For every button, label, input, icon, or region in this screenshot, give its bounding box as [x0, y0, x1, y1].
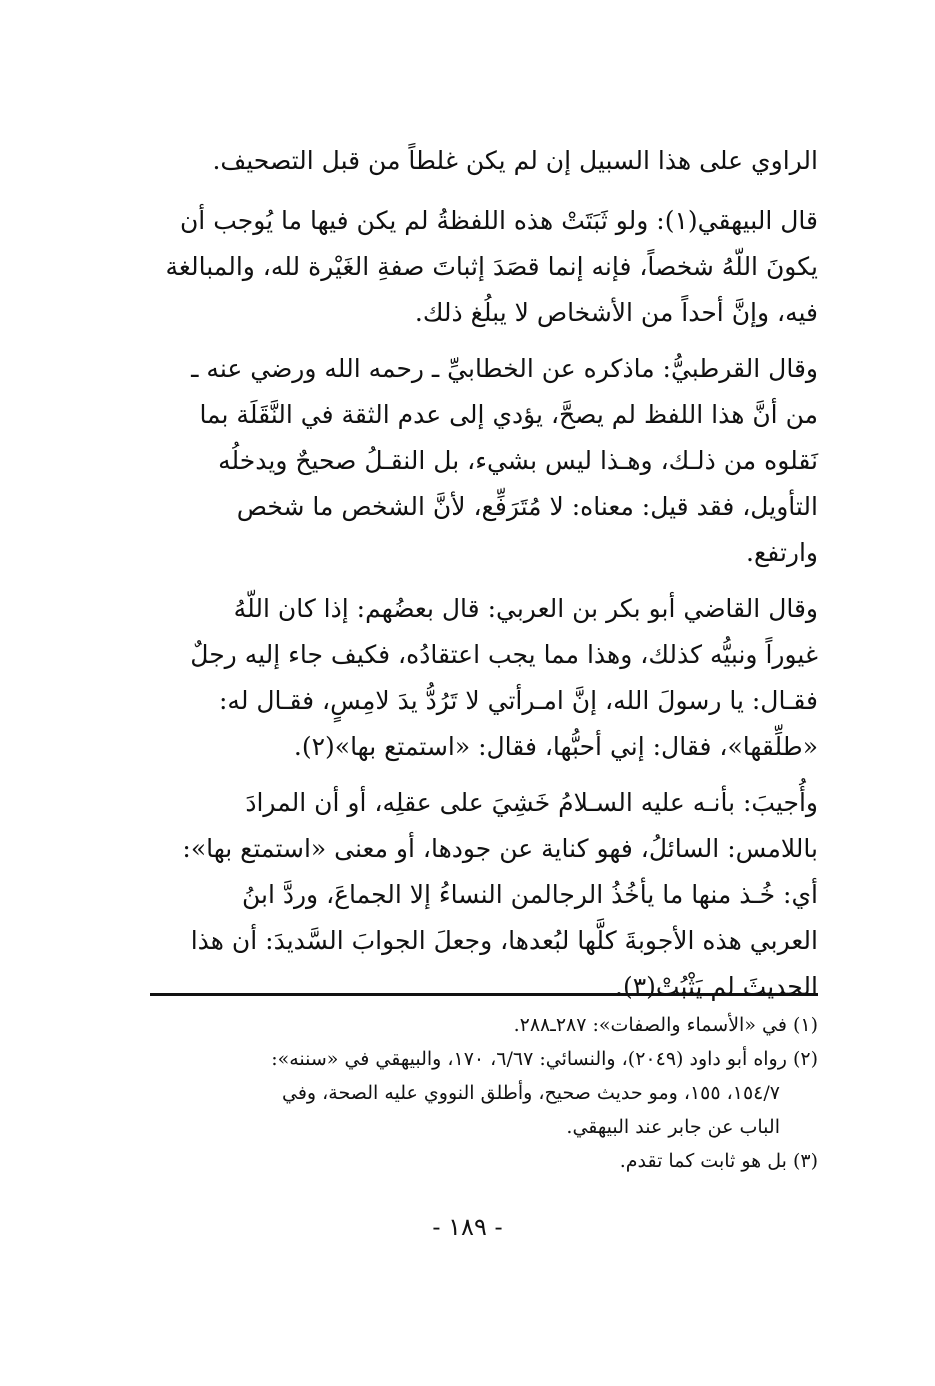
text-line: نَقلوه من ذلـك، وهـذا ليس بشيء، بل النقـلُ صحيحٌ ويدخلُه [218, 446, 818, 475]
text-line: يكونَ اللّهُ شخصاً، فإنه إنما قصَدَ إثباتَ صفةِ الغَيْرة لله، والمبالغة [165, 252, 818, 281]
text-line: الحديثَ لم يَثْبُتْ(٣). [615, 972, 818, 1001]
footnote-2 [150, 1042, 818, 1144]
text-line: غيوراً ونبيُّه كذلك، وهذا مما يجب اعتقادُه، فكيف جاء إليه رجلٌ [190, 640, 818, 669]
text-line: الراوي على هذا السبيل إن لم يكن غلطاً من قبل التصحيف. [212, 146, 818, 175]
footnote-continuation: الباب عن جابر عند البيهقي. [566, 1116, 780, 1138]
text-line: قال البيهقي(١): ولو ثَبَتَتْ هذه اللفظةُ لم يكن فيها ما يُوجب أن [179, 206, 818, 235]
paragraph-3 [150, 346, 818, 576]
text-line: التأويل، فقد قيل: معناه: لا مُتَرَفِّع، لأنَّ الشخص ما شخص [236, 492, 818, 521]
paragraph-gap [150, 336, 818, 346]
text-line: «طلِّقها»، فقال: إني أحبُّها، فقال: «استمتع بها»(٢). [293, 732, 818, 761]
paragraph-gap [150, 576, 818, 586]
footnote-divider [150, 993, 818, 996]
footnote-3 [150, 1144, 818, 1178]
page-number: - ١٨٩ - [432, 1213, 503, 1241]
paragraph-5 [150, 780, 818, 1010]
main-text [150, 138, 818, 1010]
paragraph-4 [150, 586, 818, 770]
paragraph-1 [150, 138, 818, 198]
text-line: العربي هذه الأجوبةَ كلَّها لبُعدها، وجعلَ الجوابَ السَّديدَ: أن هذا [190, 926, 818, 955]
footnote-continuation: ١٥٤/٧، ١٥٥، ومو حديث صحيح، وأطلق النووي عليه الصحة، وفي [282, 1082, 780, 1104]
paragraph-gap [150, 770, 818, 780]
text-line: وارتفع. [746, 538, 818, 567]
text-line: فيه، وإنَّ أحداً من الأشخاص لا يبلُغ ذلك. [414, 298, 818, 327]
text-line: وقال القرطبيُّ: ماذكره عن الخطابيِّ ـ رحمه الله ورضي عنه ـ [191, 354, 818, 383]
text-line: باللامس: السائلُ، فهو كناية عن جودها، أو معنى «استمتع بها»: [182, 834, 818, 863]
footnotes [150, 1008, 818, 1178]
footnote-text: (٣) بل هو ثابت كما تقدم. [619, 1150, 818, 1172]
footnote-1 [150, 1008, 818, 1042]
text-line: أي: خُـذ منها ما يأخُذُ الرجالمن النساءُ إلا الجماعَ، وردَّ ابنُ [241, 880, 818, 909]
text-line: من أنَّ هذا اللفظ لم يصحَّ، يؤدي إلى عدم الثقة في النَّقَلَة بما [199, 400, 818, 429]
text-line: فقـال: يا رسولَ الله، إنَّ امـرأتي لا تَرُدُّ يدَ لامِسٍ، فقـال له: [219, 686, 818, 715]
text-line: وأُجيبَ: بأنـه عليه السـلامُ خَشِيَ على عقلِه، أو أن المرادَ [245, 788, 818, 817]
footnote-text: (٢) رواه أبو داود (٢٠٤٩)، والنسائي: ٦/٦٧، ١٧٠، والبيهقي في «سننه»: [271, 1048, 818, 1070]
footnote-text: (١) في «الأسماء والصفات»: ٢٨٧ـ٢٨٨. [513, 1014, 818, 1036]
text-line: وقال القاضي أبو بكر بن العربي: قال بعضُهم: إذا كان اللّهُ [233, 594, 818, 623]
paragraph-2 [150, 198, 818, 336]
